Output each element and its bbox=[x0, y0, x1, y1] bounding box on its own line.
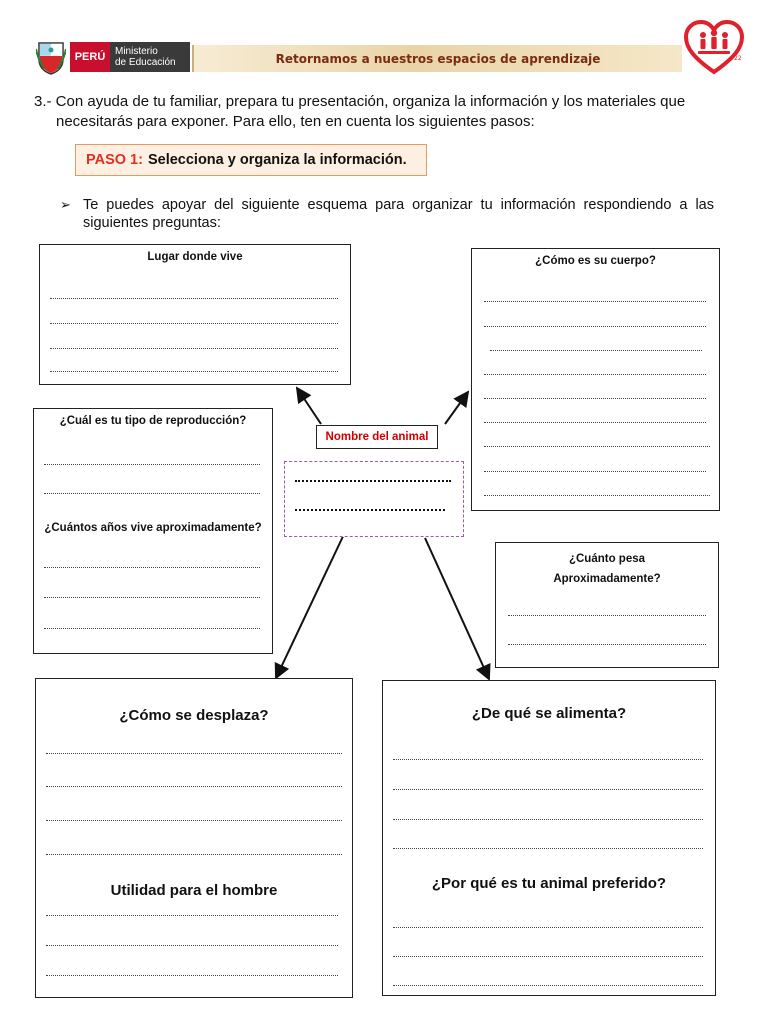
header-banner: Retornamos a nuestros espacios de aprendizaje bbox=[192, 45, 682, 72]
question-pesa-line1: ¿Cuánto pesa bbox=[568, 553, 646, 565]
answer-line[interactable] bbox=[484, 326, 706, 327]
ministry-line2: de Educación bbox=[115, 57, 176, 68]
step-text: Selecciona y organiza la información. bbox=[147, 152, 407, 168]
question-preferido: ¿Por qué es tu animal preferido? bbox=[431, 875, 667, 892]
question-lugar: Lugar donde vive bbox=[147, 251, 243, 263]
animal-name-line[interactable] bbox=[295, 480, 451, 482]
answer-line[interactable] bbox=[484, 374, 706, 375]
answer-line[interactable] bbox=[484, 422, 706, 423]
answer-line[interactable] bbox=[50, 371, 338, 372]
animal-name-label: Nombre del animal bbox=[316, 425, 438, 449]
answer-line[interactable] bbox=[508, 615, 706, 616]
answer-line[interactable] bbox=[46, 854, 342, 855]
answer-line[interactable] bbox=[46, 820, 342, 821]
answer-line[interactable] bbox=[393, 789, 703, 790]
answer-line[interactable] bbox=[484, 471, 706, 472]
answer-line[interactable] bbox=[484, 446, 710, 447]
question-desplaza: ¿Cómo se desplaza? bbox=[119, 707, 269, 724]
question-alimenta: ¿De qué se alimenta? bbox=[471, 705, 627, 722]
question-reproduccion: ¿Cuál es tu tipo de reproducción? bbox=[59, 415, 247, 427]
answer-line[interactable] bbox=[393, 927, 703, 928]
answer-line[interactable] bbox=[393, 848, 703, 849]
arrow-to-alimenta bbox=[425, 538, 489, 679]
box-reproduccion bbox=[33, 408, 273, 654]
bullet-arrow-icon: ➢ bbox=[60, 197, 71, 212]
arrow-to-cuerpo bbox=[445, 392, 468, 424]
answer-line[interactable] bbox=[44, 628, 260, 629]
ministry-line1: Ministerio bbox=[115, 46, 158, 57]
answer-line[interactable] bbox=[484, 495, 710, 496]
answer-line[interactable] bbox=[46, 753, 342, 754]
question-utilidad: Utilidad para el hombre bbox=[110, 882, 278, 899]
question-pesa bbox=[496, 549, 718, 589]
answer-line[interactable] bbox=[393, 819, 703, 820]
answer-line[interactable] bbox=[46, 945, 338, 946]
arrow-to-lugar bbox=[297, 388, 321, 424]
animal-name-line[interactable] bbox=[295, 509, 445, 511]
answer-line[interactable] bbox=[490, 350, 702, 351]
intro-line1: 3.- Con ayuda de tu familiar, prepara tu presentación, organiza la información y los materiales que bbox=[34, 93, 686, 110]
arrow-to-desplaza bbox=[276, 530, 346, 678]
tip-text: Te puedes apoyar del siguiente esquema para organizar tu información respondiendo a las siguientes preguntas: bbox=[83, 197, 714, 231]
answer-line[interactable] bbox=[508, 644, 706, 645]
answer-line[interactable] bbox=[44, 493, 260, 494]
answer-line[interactable] bbox=[393, 985, 703, 986]
answer-line[interactable] bbox=[50, 348, 338, 349]
answer-line[interactable] bbox=[50, 298, 338, 299]
answer-line[interactable] bbox=[484, 301, 706, 302]
question-pesa-line2: Aproximadamente? bbox=[553, 573, 661, 585]
animal-name-box bbox=[284, 461, 464, 537]
box-pesa bbox=[495, 542, 719, 668]
answer-line[interactable] bbox=[46, 786, 342, 787]
answer-line[interactable] bbox=[44, 567, 260, 568]
answer-line[interactable] bbox=[46, 975, 338, 976]
answer-line[interactable] bbox=[393, 759, 703, 760]
question-anios: ¿Cuántos años vive aproximadamente? bbox=[44, 522, 262, 534]
answer-line[interactable] bbox=[44, 597, 260, 598]
answer-line[interactable] bbox=[44, 464, 260, 465]
intro-line2: necesitarás para exponer. Para ello, ten en cuenta los siguientes pasos: bbox=[56, 113, 535, 130]
step-label: PASO 1: bbox=[86, 152, 143, 168]
question-cuerpo: ¿Cómo es su cuerpo? bbox=[535, 255, 656, 267]
answer-line[interactable] bbox=[484, 398, 706, 399]
svg-text:22: 22 bbox=[734, 55, 742, 62]
box-cuerpo bbox=[471, 248, 720, 511]
answer-line[interactable] bbox=[46, 915, 338, 916]
box-desplaza bbox=[35, 678, 353, 998]
box-alimenta bbox=[382, 680, 716, 996]
answer-line[interactable] bbox=[393, 956, 703, 957]
peru-label: PERÚ bbox=[70, 42, 110, 72]
answer-line[interactable] bbox=[50, 323, 338, 324]
box-lugar bbox=[39, 244, 351, 385]
